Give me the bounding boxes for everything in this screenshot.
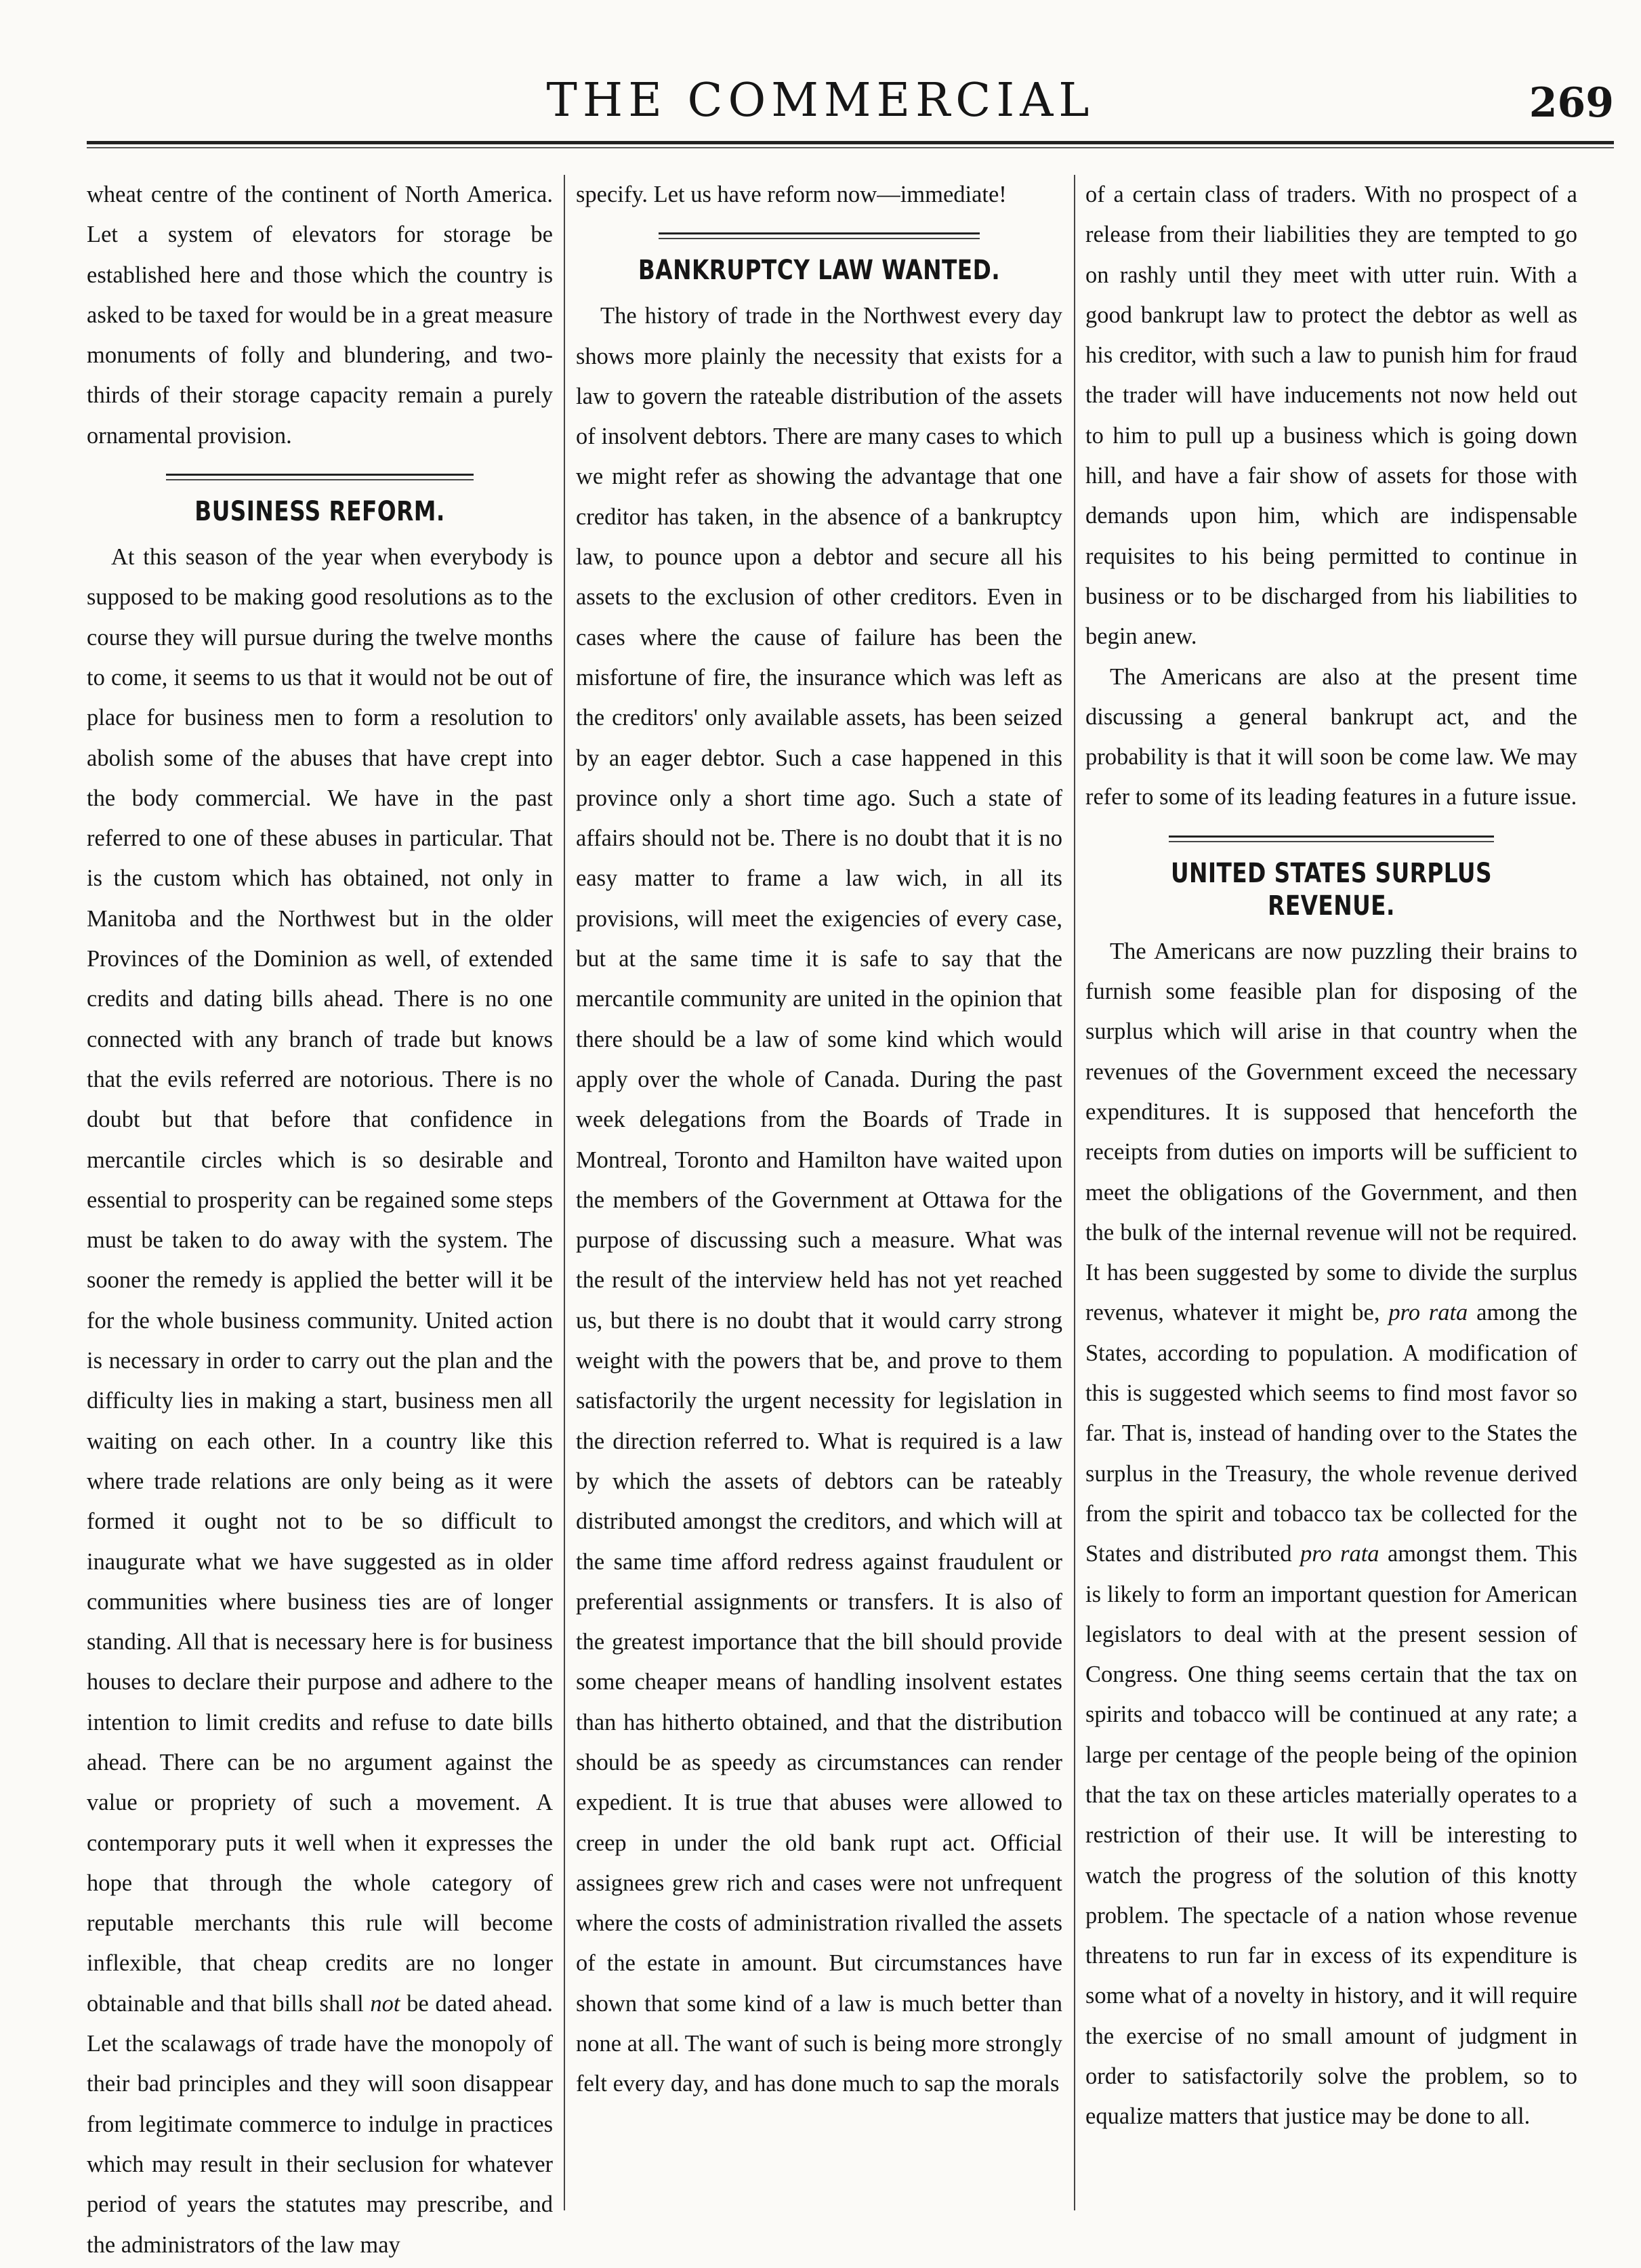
column-divider bbox=[1074, 175, 1075, 2210]
column-divider bbox=[564, 175, 565, 2210]
section-rule bbox=[659, 232, 980, 239]
section-rule bbox=[166, 474, 474, 480]
italic-text: pro rata bbox=[1300, 1541, 1379, 1567]
text-run: The Americans are now puzzling their brains to furnish some feasible plan for disposing of the surplus which will arise in that country when the revenues of the Government exceed the necessary expenditures. It is supposed that henceforth the receipts from duties on imports will be sufficient to meet the obligations of the Government, and then the bulk of the internal revenue will not be required. It has been suggested by some to divide the surplus revenus, whatever it might be, bbox=[1085, 938, 1577, 1326]
column-3 bbox=[1085, 175, 1577, 2210]
paragraph bbox=[1085, 932, 1577, 2137]
text-run: amongst them. This is likely to form an important question for American legislators to deal with at the present session of Congress. One thing seems certain that the tax on spirits and tobacco will be continued at any rate; a large per centage of the people being of the opinion that the tax on these articles materially operates to a restriction of their use. It will be interesting to watch the progress of the solution of this knotty problem. The spectacle of a nation whose revenue threatens to run far in excess of its expenditure is some what of a novelty in history, and it will require the exercise of no small amount of judgment in order to satisfactorily solve the problem, so to equalize matters that justice may be done to all. bbox=[1085, 1541, 1577, 2130]
headline-surplus-revenue: UNITED STATES SURPLUS REVENUE. bbox=[1171, 857, 1492, 922]
paragraph: of a certain class of traders. With no prospect of a release from their liabilities they are tempted to go on rashly until they meet with utter ruin. With a good bankrupt law to protect the debtor as well as his creditor, with such a law to punish him for fraud the trader will have inducements not now held out to him to pull up a business which is going down hill, and have a fair show of assets for those with demands upon him, which are indispensable requisites to his being permitted to continue in business or to be discharged from his liabilities to begin anew. bbox=[1085, 182, 1577, 650]
paragraph: The history of trade in the Northwest every day shows more plainly the necessity that exists for a law to govern the rateable distribution of the assets of insolvent debtors. There are many cases to which we might refer as showing the advantage that one creditor has taken, in the absence of a bankruptcy law, to pounce upon a debtor and secure all his assets to the exclusion of other creditors. Even in cases where the cause of failure has been the misfortune of fire, the insurance which was left as the creditors' only available assets, has been seized by an eager debtor. Such a case happened in this province only a short time ago. Such a state of affairs should not be. There is no doubt that it is no easy matter to frame a law wich, in all its provisions, will meet the exigencies of every case, but at the same time it is safe to say that the mercantile community are united in the opinion that there should be a law of some kind which would apply over the whole of Canada. During the past week delegations from the Boards of Trade in Montreal, Toronto and Hamilton have waited upon the members of the Government at Ottawa for the purpose of discussing such a measure. What was the result of the interview held has not yet reached us, but there is no doubt that it would carry strong weight with the powers that be, and prove to them satisfactorily the urgent necessity for legislation in the direction referred to. What is required is a law by which the assets of debtors can be rateably distributed amongst the creditors, and which will at the same time afford redress against fraudulent or preferential assignments or transfers. It is also of the greatest importance that the bill should provide some cheaper means of handling insolvent estates than has hitherto obtained, and that the distribution should be as speedy as circumstances can render expedient. It is true that abuses were allowed to creep in under the old bank rupt act. Official assignees grew rich and cases were not unfrequent where the costs of administration rivalled the assets of the estate in amount. But circumstances have shown that some kind of a law is much better than none at all. The want of such is being more strongly felt every day, and has done much to sap the morals bbox=[576, 303, 1062, 2097]
text-run: among the States, according to population. A modification of this is suggested which seems to find most favor so far. That is, instead of handing over to the States the surplus in the Treasury, the whole revenue derived from the spirit and tobacco tax be collected for the States and distributed bbox=[1085, 1300, 1578, 1567]
headline-bankruptcy-law: BANKRUPTCY LAW WANTED. bbox=[638, 255, 1001, 287]
text-run: be dated ahead. Let the scalawags of trade have the monopoly of their bad principles and they will soon disappear from legitimate commerce to indulge in practices which may result in their seclusion for whatever period of years the statutes may prescribe, and the administrators of the law may bbox=[87, 1990, 554, 2258]
page-number: 269 bbox=[1529, 79, 1614, 127]
text-run: At this season of the year when everybody is supposed to be making good resolutions as to the course they will pursue during the twelve months to come, it seems to us that it would not be out of place for business men to form a resolution to abolish some of the abuses that have crept into the body commercial. We have in the past referred to one of these abuses in particular. That is the custom which has obtained, not only in Manitoba and the Northwest but in the older Provinces of the Dominion as well, of extended credits and dating bills ahead. There is no one connected with any branch of trade but knows that the evils referred are notorious. There is no doubt but that before that confidence in mercantile circles which is so desirable and essential to prosperity can be regained some steps must be taken to do away with the system. The sooner the remedy is applied the better will it be for the whole business community. United action is necessary in order to carry out the plan and the difficulty lies in making a start, business men all waiting on each other. In a country like this where trade relations are only being as it were formed it ought not to be so difficult to inaugurate what we have suggested as in older communities where business ties are of longer standing. All that is necessary here is for business houses to declare their purpose and adhere to the intention to limit credits and refuse to date bills ahead. There can be no argument against the value or propriety of such a movement. A contemporary puts it well when it expresses the hope that through the whole category of reputable merchants this rule will become inflexible, that cheap credits are no longer obtainable and that bills shall bbox=[87, 544, 553, 2017]
paragraph: wheat centre of the continent of North America. Let a system of elevators for storage be established here and those which the country is asked to be taxed for would be in a great measure monuments of folly and blundering, and two-thirds of their storage capacity remain a purely ornamental provision. bbox=[87, 182, 553, 449]
column-1 bbox=[87, 175, 554, 2258]
paragraph: The Americans are also at the present time discussing a general bankrupt act, and the probability is that it will soon be come law. We may refer to some of its leading features in a future issue. bbox=[1085, 663, 1577, 810]
column-2 bbox=[576, 175, 1062, 2210]
paragraph: specify. Let us have reform now—immediate! bbox=[576, 182, 1007, 207]
paragraph bbox=[87, 537, 553, 2265]
italic-text: not bbox=[370, 1990, 400, 2017]
newspaper-title: THE COMMERCIAL bbox=[546, 74, 1095, 127]
italic-text: pro rata bbox=[1388, 1300, 1468, 1326]
masthead-rule bbox=[87, 141, 1614, 148]
masthead bbox=[0, 0, 1641, 156]
section-rule bbox=[1169, 836, 1493, 842]
headline-business-reform: BUSINESS REFORM. bbox=[194, 496, 445, 528]
